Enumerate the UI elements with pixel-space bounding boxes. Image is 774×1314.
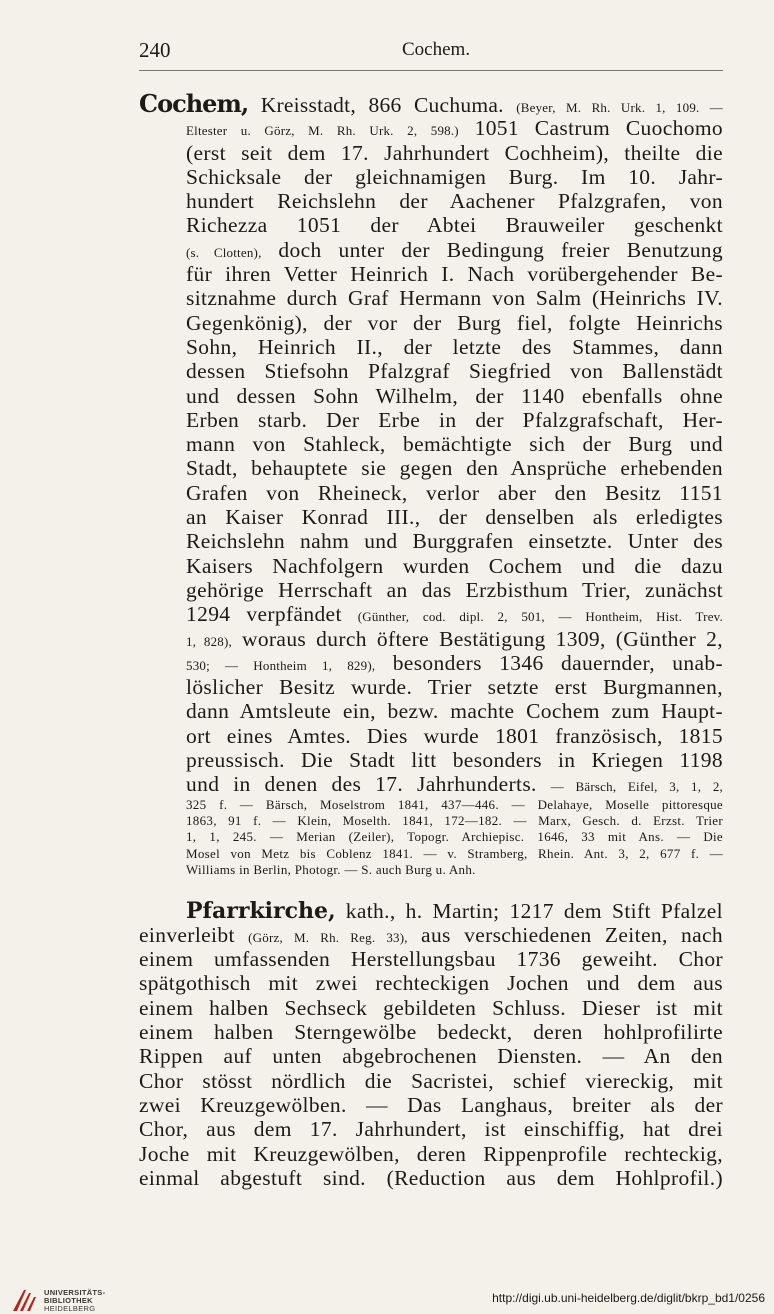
text-line: Pfarrkirche, kath., h. Martin; 1217 dem Stift Pfalzel	[186, 897, 723, 924]
citation: 530; — Hontheim 1, 829),	[186, 657, 376, 673]
text-line: und in denen des 17. Jahrhunderts. — Bärsch, Eifel, 3, 1, 2,	[186, 772, 723, 797]
text-line: spätgothisch mit zwei rechteckigen Jochen und dem aus	[139, 971, 723, 996]
text-line: ort eines Amtes. Dies wurde 1801 französisch, 1815	[186, 723, 723, 748]
text-line: dessen Stiefsohn Pfalzgraf Siegfried von Ballenstädt	[186, 359, 723, 384]
headword-pfarrkirche: Pfarrkirche,	[186, 897, 336, 924]
citation: 1, 828),	[186, 633, 232, 649]
citation: Eltester u. Görz, M. Rh. Urk. 2, 598.)	[186, 123, 459, 139]
paragraph-gap	[139, 879, 723, 899]
text-line: preussisch. Die Stadt litt besonders in Kriegen 1198	[186, 748, 723, 773]
text-line: Kaisers Nachfolgern wurden Cochem und die dazu	[186, 553, 723, 578]
article-pfarrkirche	[139, 899, 723, 1191]
page-number: 240	[139, 38, 171, 62]
library-name: UNIVERSITÄTS- BIBLIOTHEK HEIDELBERG	[44, 1288, 106, 1313]
text-line: 530; — Hontheim 1, 829), besonders 1346 dauernder, unab-	[186, 650, 723, 675]
citation: (Görz, M. Rh. Reg. 33),	[248, 929, 408, 945]
text-line: einverleibt (Görz, M. Rh. Reg. 33), aus verschiedenen Zeiten, nach	[139, 922, 723, 947]
text-line: 1, 828), woraus durch öftere Bestätigung 1309, (Günther 2,	[186, 626, 723, 651]
footer	[0, 1284, 774, 1314]
citation: (Beyer, M. Rh. Urk. 1, 109. —	[516, 100, 723, 115]
text-line: dann Amtsleute ein, bezw. machte Cochem zum Haupt-	[186, 699, 723, 724]
text-line: Chor stösst nördlich die Sacristei, schief viereckig, mit	[139, 1068, 723, 1093]
text-line: und dessen Sohn Wilhelm, der 1140 ebenfalls ohne	[186, 383, 723, 408]
reference-line: Williams in Berlin, Photogr. — S. auch Burg u. Anh.	[186, 862, 476, 878]
text-line: zwei Kreuzgewölben. — Das Langhaus, breiter als der	[139, 1092, 723, 1117]
text-line: Grafen von Rheineck, verlor aber den Besitz 1151	[186, 480, 723, 505]
text-block	[139, 89, 724, 1190]
text-line: an Kaiser Konrad III., der denselben als erledigtes	[186, 505, 723, 530]
citation: (s. Clotten),	[186, 244, 262, 260]
text-line: einem umfassenden Herstellungsbau 1736 geweiht. Chor	[139, 947, 723, 972]
reference-line: 1863, 91 f. — Klein, Moselth. 1841, 172—182. — Marx, Gesch. d. Erzst. Trier	[186, 813, 723, 828]
text-line: gehörige Herrschaft an das Erzbisthum Trier, zunächst	[186, 577, 723, 602]
text-line: einmal abgestuft sind. (Reduction aus dem Hohlprofil.)	[139, 1165, 723, 1190]
text-line: Joche mit Kreuzgewölben, deren Rippenprofile rechteckig,	[139, 1141, 723, 1166]
text-line: einem halben Sechseck gebildeten Schluss. Dieser ist mit	[139, 995, 723, 1020]
text-line: einem halben Sterngewölbe bedeckt, deren hohlprofilirte	[139, 1020, 723, 1045]
reference-line: Mosel von Metz bis Coblenz 1841. — v. Stramberg, Rhein. Ant. 3, 2, 677 f. —	[186, 845, 723, 861]
reference-line: 325 f. — Bärsch, Moselstrom 1841, 437—446. — Delahaye, Moselle pittoresque	[186, 796, 723, 812]
text-line: Stadt, behauptete sie gegen den Ansprüche erhebenden	[186, 456, 723, 481]
text-line: sitznahme durch Graf Hermann von Salm (Heinrichs IV.	[186, 286, 723, 311]
text-line: 1294 verpfändet (Günther, cod. dipl. 2, 501, — Hontheim, Hist. Trev.	[186, 602, 723, 627]
source-url-link[interactable]: http://digi.ub.uni-heidelberg.de/diglit/bkrp_bd1/0256	[492, 1291, 765, 1305]
citation: (Günther, cod. dipl. 2, 501, — Hontheim, Hist. Trev.	[357, 609, 723, 625]
text-line: Gegenkönig), der vor der Burg fiel, folgte Heinrichs	[186, 310, 723, 335]
text-line: Cochem, Kreisstadt, 866 Cuchuma. (Beyer, M. Rh. Urk. 1, 109. —	[139, 89, 723, 118]
running-head: Cochem.	[402, 39, 471, 60]
page-header	[139, 38, 721, 68]
text-line: hundert Reichslehn der Aachener Pfalzgrafen, von	[186, 189, 723, 214]
text-line: Reichslehn nahm und Burggrafen einsetzte. Unter des	[186, 529, 723, 554]
text-line: Erben starb. Der Erbe in der Pfalzgrafschaft, Her-	[186, 407, 723, 432]
text-line: mann von Stahleck, bemächtigte sich der Burg und	[186, 432, 723, 457]
text-line: Rippen auf unten abgebrochenen Diensten. — An den	[139, 1044, 723, 1069]
header-rule	[139, 70, 723, 71]
text-line: Schicksale der gleichnamigen Burg. Im 10. Jahr-	[186, 164, 723, 189]
text-line: (s. Clotten), doch unter der Bedingung freier Benutzung	[186, 237, 724, 262]
headword-cochem: Cochem,	[139, 89, 249, 118]
text-line: Chor, aus dem 17. Jahrhundert, ist einschiffig, hat drei	[139, 1117, 723, 1142]
reference-line: 1, 1, 245. — Merian (Zeiler), Topogr. Archiepisc. 1646, 33 mit Ans. — Die	[186, 829, 723, 845]
text-line: Sohn, Heinrich II., der letzte des Stammes, dann	[186, 334, 723, 359]
text-line: für ihren Vetter Heinrich I. Nach vorübergehender Be-	[186, 262, 723, 287]
citation: — Bärsch, Eifel, 3, 1, 2,	[550, 779, 723, 795]
library-logo-icon	[10, 1287, 40, 1313]
text-line: (erst seit dem 17. Jahrhundert Cochheim), theilte die	[186, 140, 723, 165]
text-line: löslicher Besitz wurde. Trier setzte erst Burgmannen,	[186, 675, 723, 700]
text-line: Richezza 1051 der Abtei Brauweiler geschenkt	[186, 213, 723, 238]
text-line: Eltester u. Görz, M. Rh. Urk. 2, 598.) 1051 Castrum Cuochomo	[186, 116, 723, 141]
article-cochem	[139, 89, 724, 879]
